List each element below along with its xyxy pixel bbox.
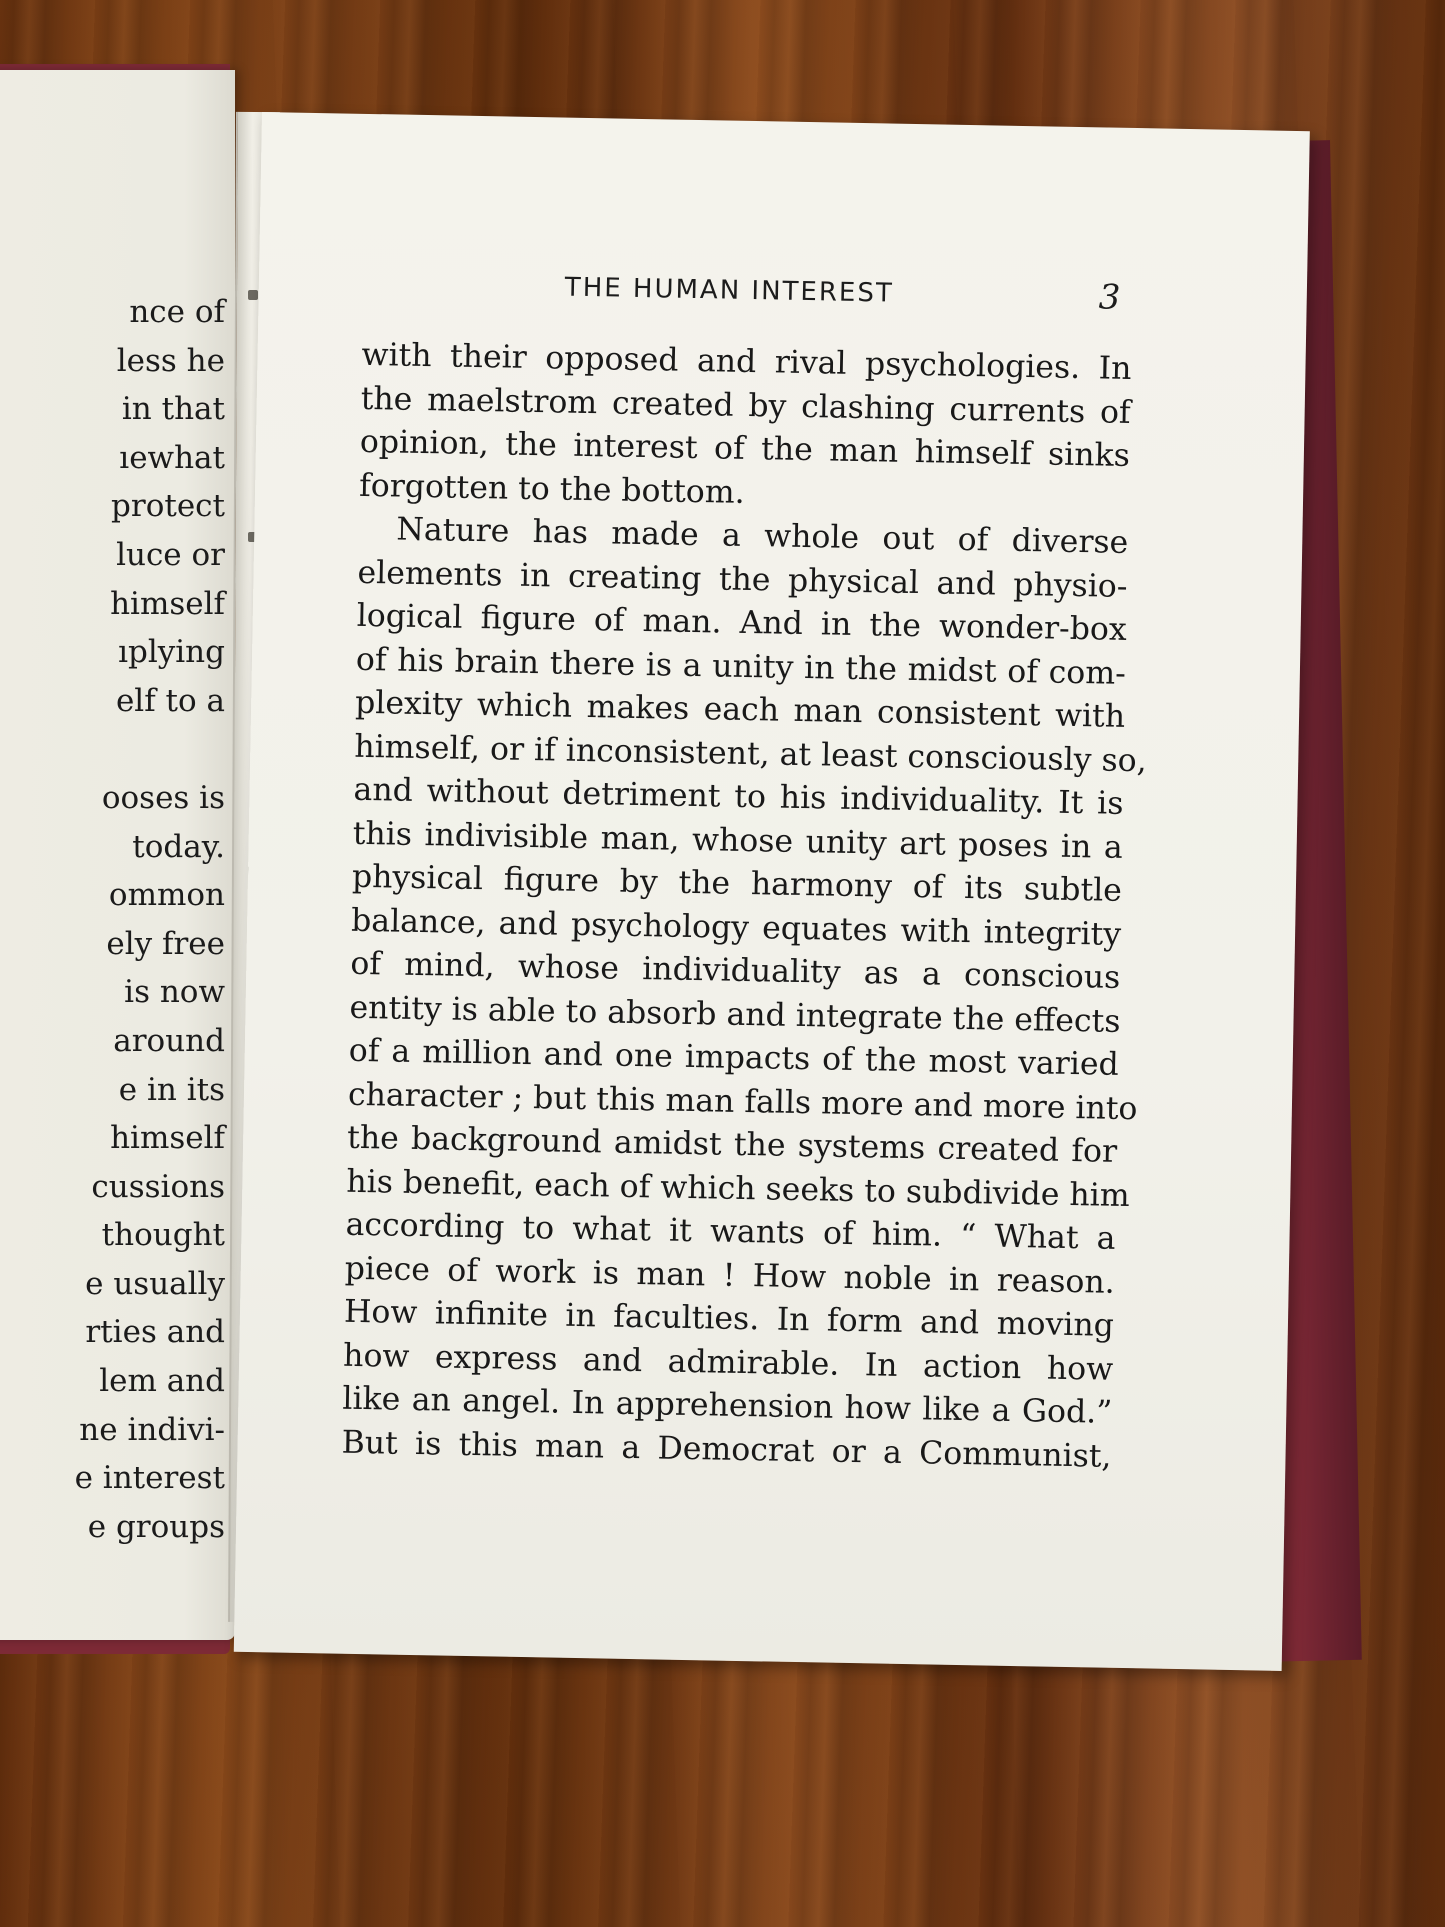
text-line: of a million and one impacts of the most varied	[348, 1032, 1120, 1083]
text-line: this indivisible man, whose unity art poses in a	[352, 815, 1123, 866]
left-line: less he	[116, 342, 225, 379]
left-line: ıewhat	[119, 439, 225, 476]
text-line: of mind, whose individuality as a conscious	[350, 945, 1121, 996]
text-line: of his brain there is a unity in the midst of com-	[355, 641, 1127, 692]
left-line: around	[113, 1022, 225, 1059]
binding-stitch	[248, 290, 258, 300]
left-line: ely free	[106, 925, 225, 962]
left-line: ne indivi-	[79, 1411, 225, 1448]
left-line: himself	[110, 1120, 225, 1157]
left-page	[0, 70, 235, 1640]
left-line: in that	[121, 391, 225, 428]
text-line: But is this man a Democrat or a Communist,	[341, 1424, 1112, 1475]
text-line: according to what it wants of him. “ What a	[345, 1206, 1116, 1257]
left-line: himself	[110, 585, 225, 622]
text-line: himself, or if inconsistent, at least consciously so,	[354, 728, 1147, 779]
left-line: lem and	[99, 1363, 225, 1400]
text-line: like an angel. In apprehension how like a God.”	[342, 1380, 1113, 1431]
text-line: the maelstrom created by clashing currents of	[360, 380, 1131, 431]
text-line: balance, and psychology equates with integrity	[350, 902, 1122, 953]
left-line: today.	[132, 828, 225, 865]
left-line: is now	[124, 974, 225, 1011]
left-line: protect	[111, 488, 225, 525]
left-line: thought	[101, 1217, 225, 1254]
left-line: cussions	[91, 1168, 225, 1205]
left-line: ommon	[108, 877, 225, 914]
text-line: the background amidst the systems created for	[346, 1119, 1118, 1170]
text-line: opinion, the interest of the man himself sinks	[359, 423, 1131, 474]
left-line: rties and	[85, 1314, 225, 1351]
text-line: his benefit, each of which seeks to subdivide him	[346, 1163, 1130, 1214]
left-line: e usually	[85, 1265, 225, 1302]
text-line: plexity which makes each man consistent with	[354, 684, 1126, 735]
text-line: character ; but this man falls more and more into	[347, 1076, 1138, 1127]
left-line: luce or	[116, 536, 225, 573]
left-line: e in its	[118, 1071, 225, 1108]
left-blank-line	[0, 725, 225, 774]
text-line: with their opposed and rival psychologies. In	[361, 336, 1132, 387]
text-line: elements in creating the physical and physio-	[357, 554, 1128, 605]
text-line: and without detriment to his individuality. It is	[353, 771, 1124, 822]
left-line: ıplying	[118, 634, 225, 671]
page-number: 3	[1098, 277, 1121, 318]
left-page-text	[0, 288, 225, 1551]
left-line: ooses is	[101, 779, 225, 816]
running-head: THE HUMAN INTEREST	[564, 272, 895, 309]
text-line: piece of work is man ! How noble in reason.	[344, 1250, 1116, 1301]
page-body-text	[341, 334, 1147, 1479]
text-line: forgotten to the bottom.	[358, 467, 746, 511]
left-line: e groups	[87, 1508, 225, 1545]
text-line: How infinite in faculties. In form and moving	[343, 1293, 1115, 1344]
text-line: how express and admirable. In action how	[342, 1337, 1114, 1388]
left-line: e interest	[74, 1460, 225, 1497]
left-line: elf to a	[115, 682, 225, 719]
text-line: logical figure of man. And in the wonder-box	[356, 597, 1127, 648]
right-page	[234, 112, 1310, 1671]
text-line: entity is able to absorb and integrate the effects	[349, 989, 1121, 1040]
text-line: physical figure by the harmony of its subtle	[351, 858, 1123, 909]
text-line: Nature has made a whole out of diverse	[396, 511, 1129, 561]
left-line: nce of	[129, 294, 225, 330]
